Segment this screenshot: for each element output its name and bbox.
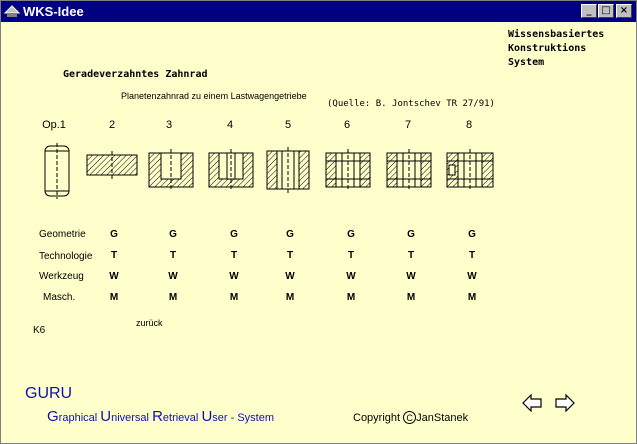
cell-w-4[interactable]: W: [229, 271, 239, 282]
row-label-masch: Masch.: [43, 292, 76, 303]
cell-w-6[interactable]: W: [346, 271, 356, 282]
cell-t-8[interactable]: T: [468, 250, 476, 261]
cell-t-7[interactable]: T: [407, 250, 415, 261]
guru-letter-u: U: [100, 408, 112, 425]
part-drawing-8[interactable]: [445, 149, 495, 191]
part-drawing-5[interactable]: [265, 147, 311, 193]
maximize-button[interactable]: □: [598, 4, 614, 18]
header-right-line3: System: [508, 57, 545, 68]
cell-g-6[interactable]: G: [347, 229, 355, 240]
copyright-symbol: C: [403, 411, 416, 424]
cell-g-7[interactable]: G: [407, 229, 415, 240]
cell-g-5[interactable]: G: [286, 229, 294, 240]
minimize-button[interactable]: _: [581, 4, 597, 18]
cell-g-8[interactable]: G: [468, 229, 476, 240]
column-header-3: 3: [165, 119, 173, 131]
column-header-1: Op.1: [42, 119, 66, 131]
cell-w-5[interactable]: W: [285, 271, 295, 282]
guru-letter-g: G: [47, 408, 59, 425]
cell-w-2[interactable]: W: [109, 271, 119, 282]
cell-w-8[interactable]: W: [467, 271, 477, 282]
cell-m-6[interactable]: M: [346, 292, 356, 303]
source-note: (Quelle: B. Jontschev TR 27/91): [327, 99, 495, 109]
cell-g-4[interactable]: G: [230, 229, 238, 240]
guru-word-retrieval: etrieval: [162, 412, 202, 424]
cell-t-2[interactable]: T: [110, 250, 118, 261]
column-header-2: 2: [108, 119, 116, 131]
column-header-7: 7: [404, 119, 412, 131]
cell-w-7[interactable]: W: [406, 271, 416, 282]
page-title: Geradeverzahntes Zahnrad: [63, 69, 208, 80]
cell-m-8[interactable]: M: [467, 292, 477, 303]
k6-label: K6: [33, 325, 46, 336]
copyright-label: Copyright: [353, 412, 401, 424]
column-header-8: 8: [465, 119, 473, 131]
header-right-line1: Wissensbasiertes: [508, 29, 605, 40]
guru-word-graphical: raphical: [58, 412, 101, 424]
cell-w-3[interactable]: W: [168, 271, 178, 282]
header-right-line2: Konstruktions: [508, 43, 587, 54]
copyright-author: JanStanek: [416, 412, 469, 424]
page-subtitle: Planetenzahnrad zu einem Lastwagengetriebe: [121, 91, 307, 101]
guru-subtitle: [47, 408, 274, 425]
cell-m-4[interactable]: M: [229, 292, 239, 303]
cell-t-3[interactable]: T: [169, 250, 177, 261]
column-header-6: 6: [343, 119, 351, 131]
guru-word-universal: niversal: [111, 412, 153, 424]
row-label-geometrie: Geometrie: [39, 229, 86, 240]
cell-m-2[interactable]: M: [109, 292, 119, 303]
column-header-4: 4: [226, 119, 234, 131]
cell-t-5[interactable]: T: [286, 250, 294, 261]
part-drawing-1[interactable]: [41, 143, 73, 199]
app-icon[interactable]: [4, 4, 20, 18]
part-drawing-2[interactable]: [85, 151, 139, 179]
cell-g-2[interactable]: G: [110, 229, 118, 240]
cell-t-4[interactable]: T: [230, 250, 238, 261]
guru-title: GURU: [25, 385, 73, 402]
guru-word-user-system: ser - System: [212, 412, 275, 424]
guru-letter-r: R: [152, 408, 163, 425]
part-drawing-7[interactable]: [385, 149, 433, 191]
arrow-right-icon[interactable]: [555, 394, 575, 412]
copyright: [353, 411, 468, 424]
arrow-left-icon[interactable]: [522, 394, 542, 412]
cell-m-3[interactable]: M: [168, 292, 178, 303]
guru-letter-u2: U: [201, 408, 213, 425]
row-label-werkzeug: Werkzeug: [39, 271, 84, 282]
close-button[interactable]: ×: [616, 4, 632, 18]
cell-g-3[interactable]: G: [169, 229, 177, 240]
column-header-5: 5: [284, 119, 292, 131]
cell-m-7[interactable]: M: [406, 292, 416, 303]
window-title: WKS-Idee: [23, 4, 84, 19]
cell-m-5[interactable]: M: [285, 292, 295, 303]
back-link[interactable]: zurück: [136, 318, 163, 328]
cell-t-6[interactable]: T: [347, 250, 355, 261]
part-drawing-4[interactable]: [207, 149, 255, 191]
part-drawing-3[interactable]: [147, 149, 195, 191]
row-label-technologie: Technologie: [39, 251, 93, 262]
part-drawing-6[interactable]: [324, 149, 372, 191]
title-bar[interactable]: [1, 1, 636, 22]
